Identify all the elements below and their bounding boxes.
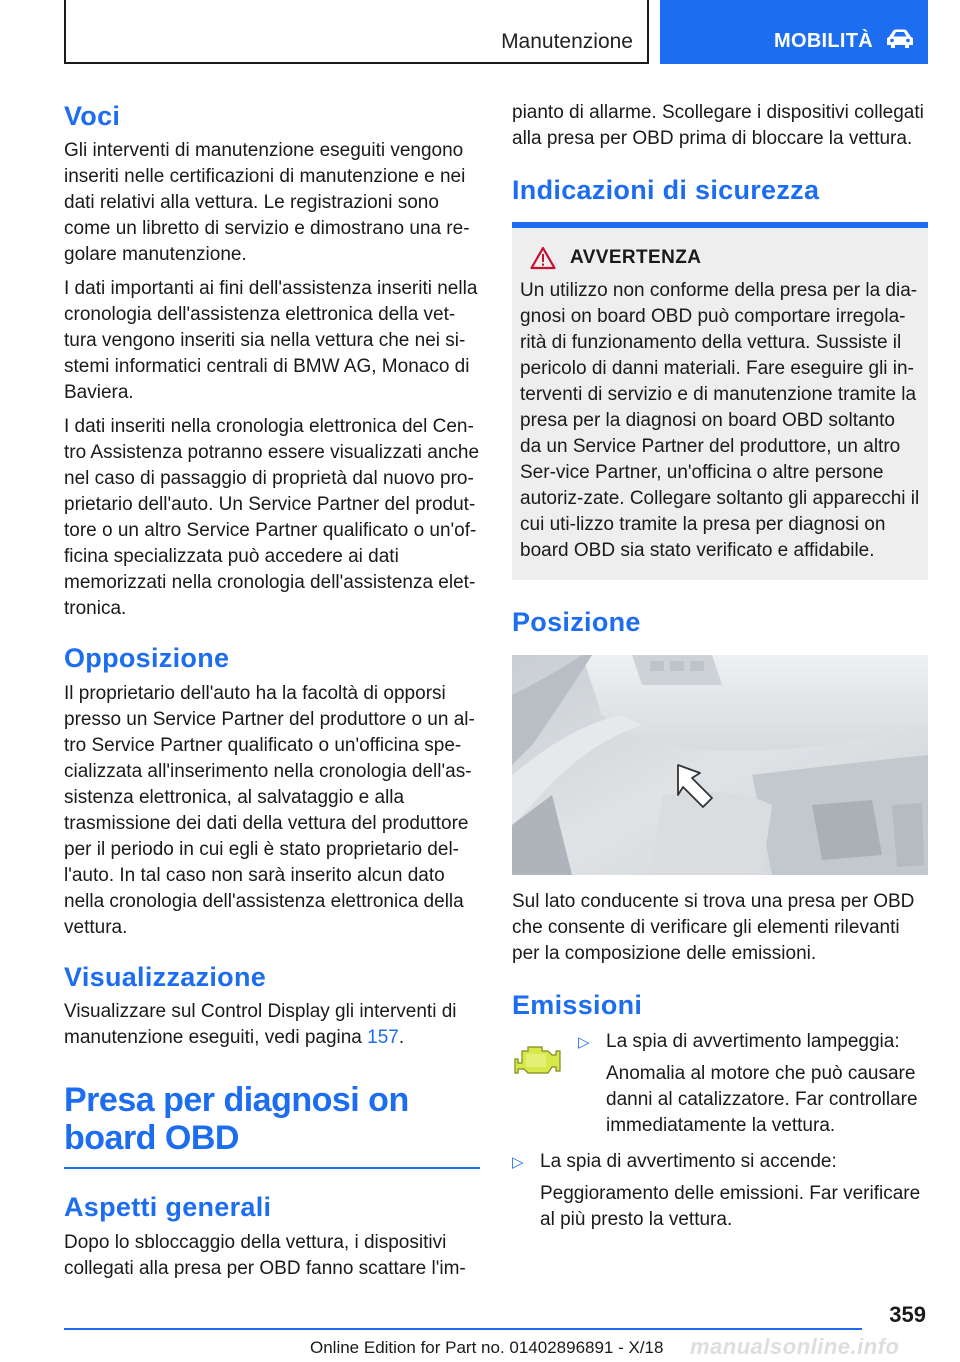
emissioni-list [512, 1029, 928, 1233]
opposizione-heading: Opposizione [64, 643, 230, 674]
voci-heading: Voci [64, 101, 121, 131]
warning-text: Un utilizzo non conforme della presa per la dia-gnosi on board OBD può comportare irregola-rità di funzionamento della vettura. Sussiste il pericolo di danni materiali. Fare eseguire gli in-terventi di servizio e di manutenzione tramite la presa per la diagnosi on board OBD soltanto da un Service Partner del produttore, un altro Ser-vice Partner, un'officina o altre persone autoriz-zate. Collegare soltanto gli apparecchi il cui uti-lizzo tramite la presa per diagnosi on board OBD sia stato verificato e affidabile. [520, 280, 920, 562]
page-number: 359 [889, 1302, 926, 1327]
obd-title-line-1: Presa per diagnosi on [64, 1081, 409, 1120]
chapter-tab-label: MOBILITÀ [774, 30, 874, 52]
watermark: manualsonline.info [690, 1334, 900, 1359]
emissioni-item-2-detail: Peggioramento delle emissioni. Far verificare al più presto la vettura. [540, 1183, 921, 1231]
obd-location-illustration [512, 655, 928, 875]
emissioni-item-2 [512, 1149, 928, 1233]
warning-label: AVVERTENZA [570, 247, 702, 269]
right-column [512, 100, 928, 1233]
visualizzazione-end: . [398, 1027, 405, 1049]
emissioni-item-1-text: La spia di avvertimento lampeggia: [606, 1031, 900, 1053]
warning-box [512, 228, 928, 580]
posizione-paragraph: Sul lato conducente si trova una presa per OBD che consente di verificare gli elementi rilevanti per la composizione delle emissioni. [512, 890, 915, 964]
section-tab-label: Manutenzione [501, 30, 633, 53]
engine-warning-icon [512, 1041, 564, 1086]
opposizione-paragraph: Il proprietario dell'auto ha la facoltà di opporsi presso un Service Partner del produttore o un al-tro Service Partner qualificato o un'officina spe-cializzata all'inserimento nella cronologia dell'as-sistenza elettronica, al salvataggio e alla trasmissione dei dati della vettura del produttore per il periodo in cui egli è stato proprietario del-l'auto. In tal caso non sarà inserito alcun dato nella cronologia dell'assistenza elettronica della vettura. [64, 682, 475, 938]
aspetti-heading: Aspetti generali [64, 1192, 272, 1223]
page-link[interactable]: 157 [367, 1027, 399, 1049]
posizione-heading: Posizione [512, 607, 641, 638]
sicurezza-heading: Indicazioni di sicurezza [512, 175, 820, 205]
aspetti-continuation: pianto di allarme. Scollegare i dispositivi collegati alla presa per OBD prima di bloccare la vettura. [512, 102, 924, 149]
car-icon [885, 28, 915, 50]
obd-chapter-title [64, 1081, 480, 1157]
obd-title-line-2: board OBD [64, 1119, 239, 1158]
emissioni-heading: Emissioni [512, 989, 643, 1020]
warning-triangle-icon [530, 246, 556, 270]
visualizzazione-text: Visualizzare sul Control Display gli interventi di manutenzione eseguiti, vedi pagina [64, 1001, 457, 1049]
emissioni-item-1-detail: Anomalia al motore che può causare danni al catalizzatore. Far controllare immediatamente la vettura. [606, 1063, 918, 1137]
emissioni-item-1 [578, 1029, 928, 1139]
voci-paragraph-1: Gli interventi di manutenzione eseguiti vengono inseriti nelle certificazioni di manutenzione e nei dati relativi alla vettura. Le registrazioni sono come un libretto di servizio e dimostrano una re-golare manutenzione. [64, 140, 470, 266]
edition-text: Online Edition for Part no. 01402896891 - X/18 [310, 1338, 664, 1357]
emissioni-item-2-text: La spia di avvertimento si accende: [540, 1151, 837, 1173]
obd-location-drawing [512, 655, 928, 875]
chapter-divider [64, 1167, 480, 1169]
chapter-tab [660, 0, 928, 64]
voci-paragraph-3: I dati inseriti nella cronologia elettronica del Cen-tro Assistenza potranno essere visualizzati anche nel caso di passaggio di proprietà dal nuovo pro-prietario dell'auto. Un Service Partner del produt-tore o un altro Service Partner qualificato o un'of-ficina specializzata può accedere ai dati memorizzati nella cronologia dell'assistenza elet-tronica. [64, 416, 480, 620]
left-column [64, 100, 480, 1282]
visualizzazione-paragraph [64, 999, 480, 1051]
section-tab [64, 0, 649, 64]
triangle-bullet-icon: ▷ [512, 1154, 524, 1172]
page-header [64, 0, 928, 64]
warning-header [530, 246, 920, 270]
voci-paragraph-2: I dati importanti ai fini dell'assistenza inseriti nella cronologia dell'assistenza elettronica della vet-tura vengono inseriti sia nella vettura che nei si-stemi informatici centrali di BMW AG, Monaco di Baviera. [64, 278, 478, 404]
aspetti-paragraph: Dopo lo sbloccaggio della vettura, i dispositivi collegati alla presa per OBD fanno scattare l'im- [64, 1231, 466, 1279]
visualizzazione-heading: Visualizzazione [64, 961, 267, 992]
triangle-bullet-icon: ▷ [578, 1034, 590, 1052]
footer-divider [64, 1328, 862, 1330]
